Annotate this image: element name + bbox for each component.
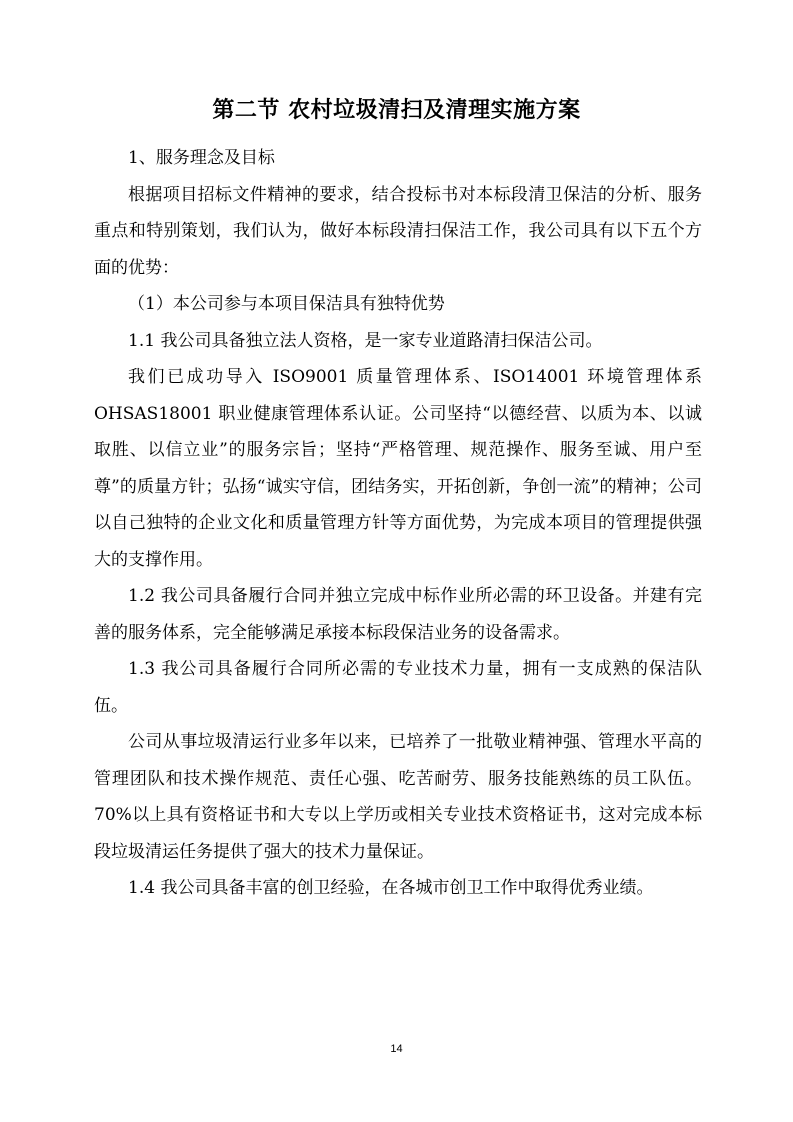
paragraph-1-2: 1.2 我公司具备履行合同并独立完成中标作业所必需的环卫设备。并建有完善的服务体系，完全能够满足承接本标段保洁业务的设备需求。 bbox=[94, 586, 702, 643]
paragraph-intro: 根据项目招标文件精神的要求，结合投标书对本标段清卫保洁的分析、服务重点和特别策划，我们认为，做好本标段清扫保洁工作，我公司具有以下五个方面的优势： bbox=[94, 184, 702, 278]
section-title: 第二节 农村垃圾清扫及清理实施方案 bbox=[212, 98, 581, 123]
heading-service-concept: 1、服务理念及目标 bbox=[128, 148, 275, 168]
subheading-advantage-1: （1）本公司参与本项目保洁具有独特优势 bbox=[128, 294, 445, 314]
body-text bbox=[94, 140, 702, 907]
paragraph-team: 公司从事垃圾清运行业多年以来，已培养了一批敬业精神强、管理水平高的管理团队和技术操作规范、责任心强、吃苦耐劳、服务技能熟练的员工队伍。70%以上具有资格证书和大专以上学历或相关专业技术资格证书，这对完成本标段垃圾清运任务提供了强大的技术力量保证。 bbox=[94, 732, 702, 862]
page-number: 14 bbox=[390, 1043, 403, 1055]
paragraph-1-3: 1.3 我公司具备履行合同所必需的专业技术力量，拥有一支成熟的保洁队伍。 bbox=[94, 659, 702, 716]
paragraph-1-4: 1.4 我公司具备丰富的创卫经验，在各城市创卫工作中取得优秀业绩。 bbox=[128, 878, 654, 898]
paragraph-certifications: 我们已成功导入 ISO9001 质量管理体系、ISO14001 环境管理体系 OHSAS18001 职业健康管理体系认证。公司坚持“以德经营、以质为本、以诚取胜、以信立业”的服务宗旨；坚持“严格管理、规范操作、服务至诚、用户至尊”的质量方针；弘扬“诚实守信，团结务实，开拓创新，争创一流”的精神；公司以自己独特的企业文化和质量管理方针等方面优势，为完成本项目的管理提供强大的支撑作用。 bbox=[94, 367, 702, 570]
paragraph-1-1: 1.1 我公司具备独立法人资格，是一家专业道路清扫保洁公司。 bbox=[128, 330, 603, 351]
